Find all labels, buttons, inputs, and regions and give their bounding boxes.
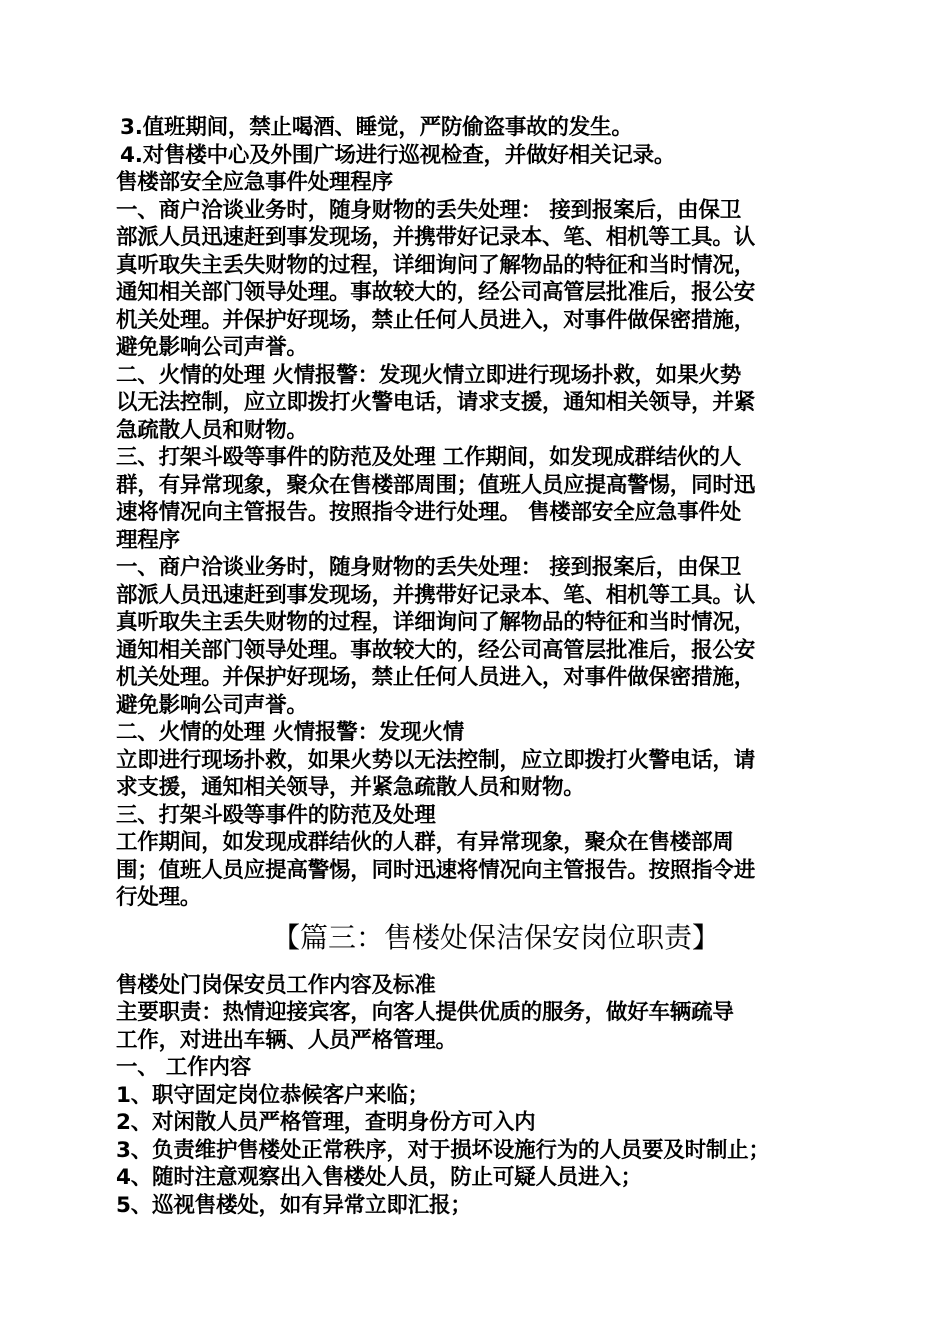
text-line: 部派人员迅速赶到事发现场，并携带好记录本、笔、相机等工具。认 — [116, 582, 756, 608]
list-item: 3、负责维护售楼处正常秩序，对于损坏设施行为的人员要及时制止； — [116, 1137, 770, 1163]
heading-line: 售楼部安全应急事件处理程序 — [116, 170, 393, 195]
text-line: 避免影响公司声誉。 — [116, 692, 308, 718]
heading-line: 售楼处门岗保安员工作内容及标准 — [116, 972, 436, 998]
text-line: 通知相关部门领导处理。事故较大的，经公司高管层批准后，报公安 — [116, 280, 756, 305]
text-line: 部派人员迅速赶到事发现场，并携带好记录本、笔、相机等工具。认 — [116, 225, 756, 250]
section-title: 【篇三：售楼处保洁保安岗位职责】 — [271, 920, 720, 954]
text-line: 避免影响公司声誉。 — [116, 335, 308, 360]
text-line: 以无法控制，应立即拨打火警电话，请求支援，通知相关领导，并紧 — [116, 390, 756, 415]
text-line: 急疏散人员和财物。 — [116, 417, 308, 443]
text-line: 求支援，通知相关领导，并紧急疏散人员和财物。 — [116, 775, 585, 800]
text-line: 群，有异常现象，聚众在售楼部周围；值班人员应提高警惕，同时迅 — [116, 472, 756, 498]
text-line: 立即进行现场扑救，如果火势以无法控制，应立即拨打火警电话，请 — [116, 747, 756, 773]
text-line: 机关处理。并保护好现场，禁止任何人员进入，对事件做保密措施， — [116, 665, 756, 690]
text-line: 围；值班人员应提高警惕，同时迅速将情况向主管报告。按照指令进 — [116, 857, 756, 883]
text-line: 三、打架斗殴等事件的防范及处理 工作期间，如发现成群结伙的人 — [116, 445, 741, 470]
text-line: 工作，对进出车辆、人员严格管理。 — [116, 1027, 457, 1053]
list-item: 4、随时注意观察出入售楼处人员，防止可疑人员进入； — [116, 1165, 642, 1190]
text-line: 工作期间，如发现成群结伙的人群，有异常现象，聚众在售楼部周 — [116, 830, 734, 855]
text-line: 主要职责：热情迎接宾客，向客人提供优质的服务，做好车辆疏导 — [116, 1000, 734, 1025]
text-line: 真听取失主丢失财物的过程，详细询问了解物品的特征和当时情况， — [116, 252, 756, 278]
text-line: 三、打架斗殴等事件的防范及处理 — [116, 802, 436, 828]
list-item: 5、巡视售楼处，如有异常立即汇报； — [116, 1192, 472, 1218]
text-line: 一、 工作内容 — [116, 1055, 252, 1080]
document-page — [116, 114, 840, 1219]
list-item: 1、职守固定岗位恭候客户来临； — [116, 1082, 429, 1108]
text-line: 机关处理。并保护好现场，禁止任何人员进入，对事件做保密措施， — [116, 307, 756, 333]
list-item: 2、对闲散人员严格管理，查明身份方可入内 — [116, 1110, 536, 1135]
text-line: 一、商户洽谈业务时，随身财物的丢失处理： 接到报案后，由保卫 — [116, 197, 741, 223]
text-line: 行处理。 — [116, 885, 202, 910]
text-line: 4.对售楼中心及外围广场进行巡视检查，并做好相关记录。 — [120, 142, 676, 168]
text-line: 二、火情的处理 火情报警：发现火情立即进行现场扑救，如果火势 — [116, 362, 741, 388]
text-line: 3.值班期间，禁止喝酒、睡觉，严防偷盗事故的发生。 — [120, 115, 633, 140]
text-line: 速将情况向主管报告。按照指令进行处理。 售楼部安全应急事件处 — [116, 500, 741, 525]
text-line: 二、火情的处理 火情报警：发现火情 — [116, 720, 465, 745]
text-line: 理程序 — [116, 527, 180, 553]
text-line: 一、商户洽谈业务时，随身财物的丢失处理： 接到报案后，由保卫 — [116, 555, 741, 580]
text-line: 真听取失主丢失财物的过程，详细询问了解物品的特征和当时情况， — [116, 610, 756, 635]
text-line: 通知相关部门领导处理。事故较大的，经公司高管层批准后，报公安 — [116, 637, 756, 663]
